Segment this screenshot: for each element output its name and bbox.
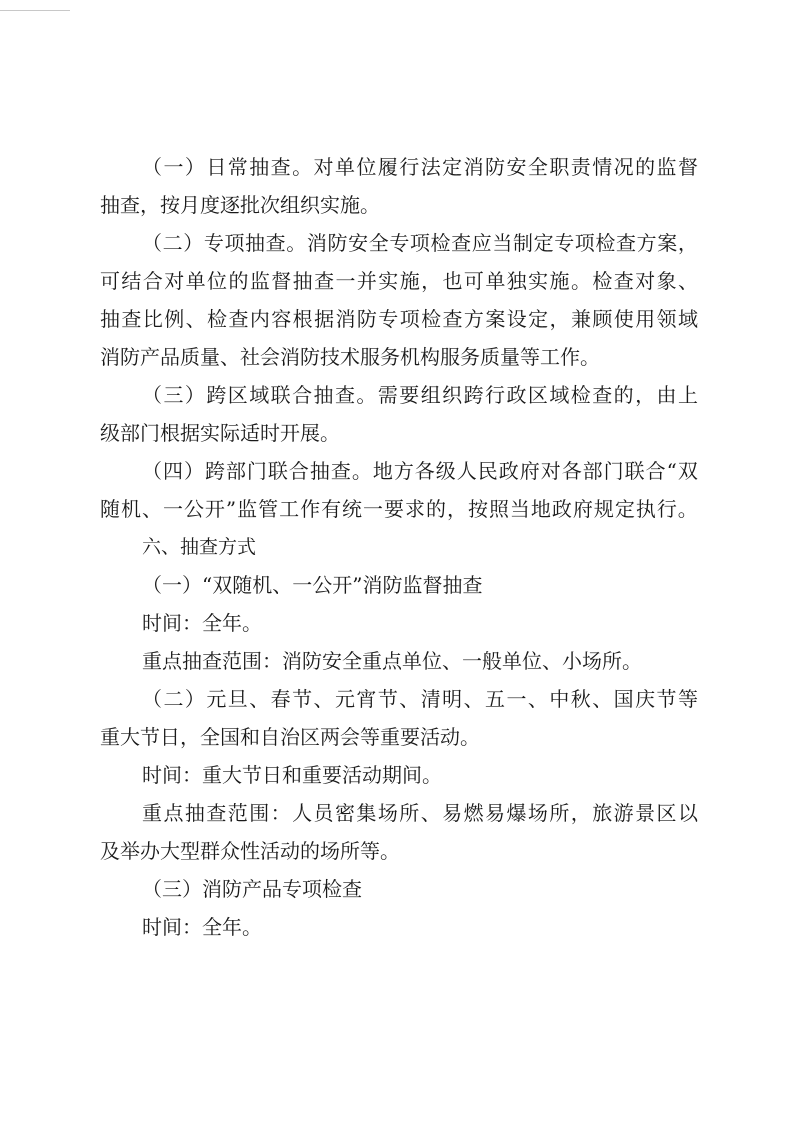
text-line: （ 三 ） 跨 区 域 联 合 抽 查 。 需 要 组 织 跨 行 政 区 域 检 查 的 ， 由 上 <box>142 383 698 407</box>
text-line: 及举办大型群众性活动的场所等。 <box>100 839 400 863</box>
text-line: （ 一 ） 日 常 抽 查 。 对 单 位 履 行 法 定 消 防 安 全 职 责 情 况 的 监 督 <box>142 155 698 179</box>
text-line: （ 二 ） 专 项 抽 查 。 消 防 安 全 专 项 检 查 应 当 制 定 专 项 检 查 方 案 ， <box>142 231 698 255</box>
text-line: 可 结 合 对 单 位 的 监 督 抽 查 一 并 实 施 ， 也 可 单 独 实 施 。 检 查 对 象 、 <box>100 269 698 293</box>
text-line: （ 二 ） 元 旦 、 春 节 、 元 宵 节 、 清 明 、 五 一 、 中 秋 、 国 庆 节 等 <box>142 687 698 711</box>
document-page <box>100 148 698 946</box>
text-line: 随 机 、 一 公 开 ” 监 管 工 作 有 统 一 要 求 的 ， 按 照 当 地 政 府 规 定 执 行 。 <box>100 497 698 521</box>
text-line: 消防产品质量、社会消防技术服务机构服务质量等工作。 <box>100 345 600 369</box>
text-line: 时间：全年。 <box>142 915 262 939</box>
scan-edge-line <box>0 10 70 11</box>
text-line: 重大节日，全国和自治区两会等重要活动。 <box>100 725 480 749</box>
text-line: 抽查，按月度逐批次组织实施。 <box>100 193 380 217</box>
section-heading: 六、抽查方式 <box>142 536 257 558</box>
text-line: 重 点 抽 查 范 围 ： 人 员 密 集 场 所 、 易 燃 易 爆 场 所 ， 旅 游 景 区 以 <box>142 801 698 825</box>
text-line: 抽 查 比 例 、 检 查 内 容 根 据 消 防 专 项 检 查 方 案 设 定 ， 兼 顾 使 用 领 域 <box>100 307 698 331</box>
text-line: （三）消防产品专项检查 <box>142 877 362 901</box>
text-line: 时间：重大节日和重要活动期间。 <box>142 763 442 787</box>
text-line: 重点抽查范围：消防安全重点单位、一般单位、小场所。 <box>142 649 642 673</box>
text-line: 时间：全年。 <box>142 611 262 635</box>
text-line: 级部门根据实际适时开展。 <box>100 421 340 445</box>
text-line: （ 四 ） 跨 部 门 联 合 抽 查 。 地 方 各 级 人 民 政 府 对 各 部 门 联 合 “ 双 <box>142 459 698 483</box>
text-line: （一）“双随机、一公开”消防监督抽查 <box>142 573 483 597</box>
